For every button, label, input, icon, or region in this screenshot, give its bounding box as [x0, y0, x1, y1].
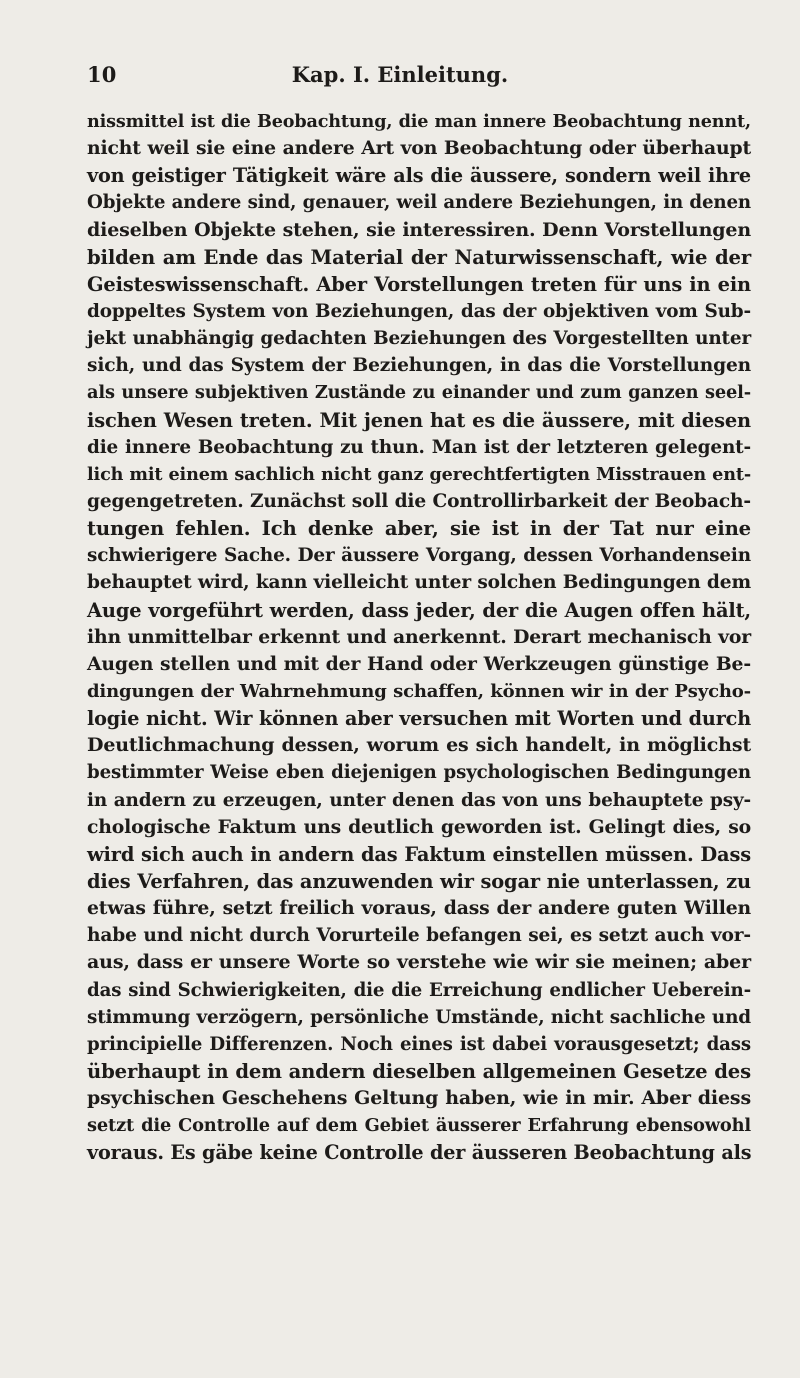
text-line: in andern zu erzeugen, unter denen das von uns behauptete psy-: [87, 789, 751, 811]
text-line: behauptet wird, kann vielleicht unter solchen Bedingungen dem: [87, 572, 751, 594]
text-line: nicht weil sie eine andere Art von Beobachtung oder überhaupt: [87, 137, 751, 160]
text-line: dieselben Objekte stehen, sie interessiren. Denn Vorstellungen: [87, 218, 751, 241]
text-line: logie nicht. Wir können aber versuchen mit Worten und durch: [87, 707, 751, 731]
page-number: 10: [87, 62, 117, 87]
text-line: bestimmter Weise eben diejenigen psychologischen Bedingungen: [87, 762, 751, 784]
text-line: lich mit einem sachlich nicht ganz gerechtfertigten Misstrauen ent-: [87, 463, 751, 485]
text-line: das sind Schwierigkeiten, die die Erreichung endlicher Ueberein-: [87, 979, 751, 1001]
text-line: ihn unmittelbar erkennt und anerkennt. Derart mechanisch vor: [87, 625, 751, 648]
text-line: dies Verfahren, das anzuwenden wir sogar nie unterlassen, zu: [87, 869, 751, 893]
text-line: Objekte andere sind, genauer, weil andere Beziehungen, in denen: [87, 192, 751, 214]
text-line: ischen Wesen treten. Mit jenen hat es die äussere, mit diesen: [87, 408, 751, 432]
text-line: Deutlichmachung dessen, worum es sich handelt, in möglichst: [87, 734, 751, 757]
text-line: Auge vorgeführt werden, dass jeder, der die Augen offen hält,: [87, 598, 751, 622]
text-line: nissmittel ist die Beobachtung, die man innere Beobachtung nennt,: [87, 111, 751, 132]
text-line: Geisteswissenschaft. Aber Vorstellungen treten für uns in ein: [87, 272, 751, 296]
text-line: gegengetreten. Zunächst soll die Controllirbarkeit der Beobach-: [87, 490, 751, 512]
text-line: Augen stellen und mit der Hand oder Werkzeugen günstige Be-: [87, 652, 751, 675]
text-line: chologische Faktum uns deutlich geworden ist. Gelingt dies, so: [87, 815, 751, 838]
text-line: doppeltes System von Beziehungen, das der objektiven vom Sub-: [87, 300, 751, 322]
text-line: dingungen der Wahrnehmung schaffen, können wir in der Psycho-: [87, 680, 751, 702]
body-text: [87, 108, 751, 1166]
text-line: wird sich auch in andern das Faktum einstellen müssen. Dass: [87, 842, 751, 866]
text-line: voraus. Es gäbe keine Controlle der äusseren Beobachtung als: [87, 1141, 752, 1165]
text-line: schwierigere Sache. Der äussere Vorgang, dessen Vorhandensein: [87, 545, 751, 567]
text-line: psychischen Geschehens Geltung haben, wie in mir. Aber diess: [87, 1087, 751, 1110]
text-line: die innere Beobachtung zu thun. Man ist der letzteren gelegent-: [87, 436, 751, 458]
running-head: Kap. I. Einleitung.: [291, 62, 509, 87]
text-line: aus, dass er unsere Worte so verstehe wie wir sie meinen; aber: [87, 951, 751, 974]
text-line: als unsere subjektiven Zustände zu einander und zum ganzen seel-: [87, 382, 751, 404]
text-line: tungen fehlen. Ich denke aber, sie ist in der Tat nur eine: [87, 517, 751, 541]
text-line: überhaupt in dem andern dieselben allgemeinen Gesetze des: [87, 1059, 751, 1083]
text-line: bilden am Ende das Material der Naturwissenschaft, wie der: [87, 245, 751, 269]
text-line: stimmung verzögern, persönliche Umstände, nicht sachliche und: [87, 1006, 751, 1028]
text-line: setzt die Controlle auf dem Gebiet äusserer Erfahrung ebensowohl: [87, 1115, 751, 1137]
text-line: jekt unabhängig gedachten Beziehungen des Vorgestellten unter: [87, 328, 751, 350]
text-line: habe und nicht durch Vorurteile befangen sei, es setzt auch vor-: [87, 925, 751, 947]
page-header: [0, 62, 800, 96]
text-line: etwas führe, setzt freilich voraus, dass der andere guten Willen: [87, 897, 751, 920]
text-line: sich, und das System der Beziehungen, in das die Vorstellungen: [87, 355, 751, 377]
text-line: principielle Differenzen. Noch eines ist dabei vorausgesetzt; dass: [87, 1033, 751, 1055]
text-line: von geistiger Tätigkeit wäre als die äussere, sondern weil ihre: [87, 164, 751, 188]
